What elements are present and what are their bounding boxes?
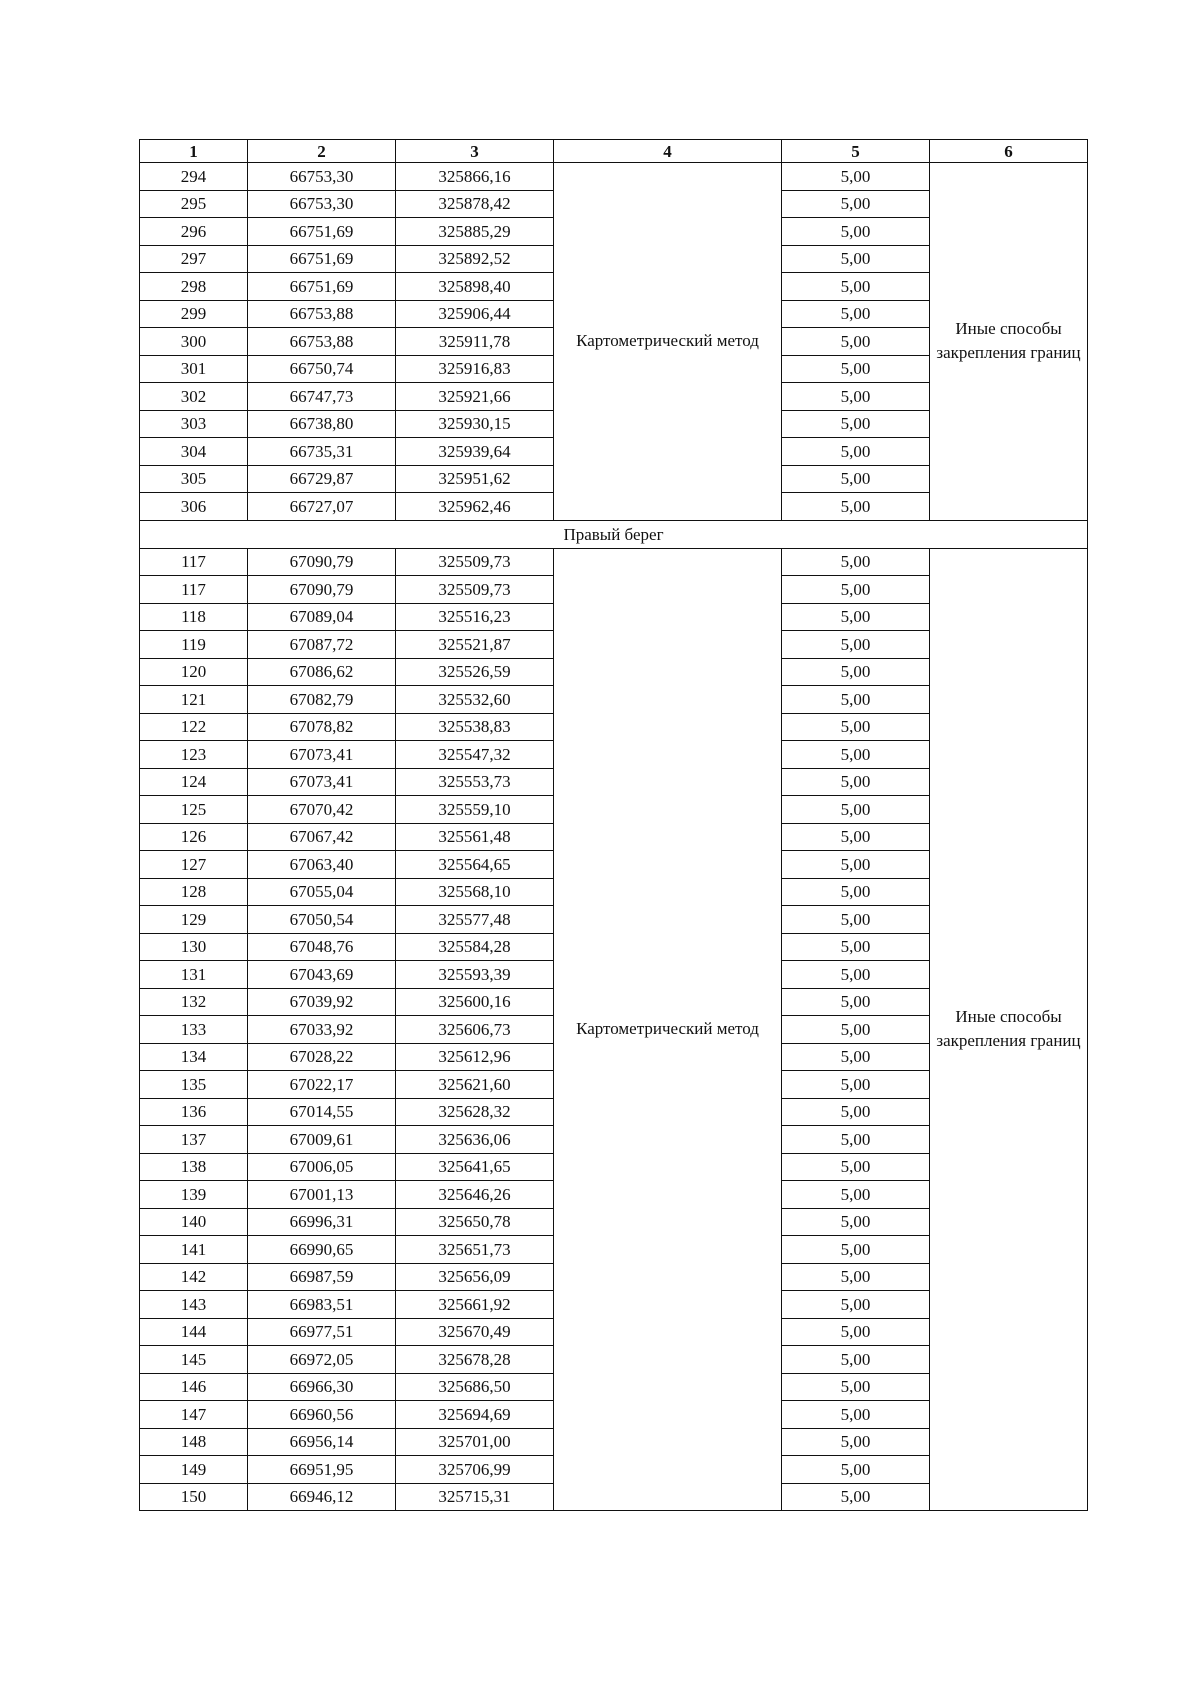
coordinate-x-cell: 66996,31	[248, 1208, 396, 1236]
header-col-5: 5	[782, 140, 930, 163]
coordinate-x-cell: 66960,56	[248, 1401, 396, 1429]
accuracy-cell: 5,00	[782, 1428, 930, 1456]
accuracy-cell: 5,00	[782, 465, 930, 493]
coordinate-y-cell: 325701,00	[396, 1428, 554, 1456]
point-number-cell: 295	[140, 190, 248, 218]
point-number-cell: 135	[140, 1071, 248, 1099]
coordinate-y-cell: 325962,46	[396, 493, 554, 521]
point-number-cell: 133	[140, 1016, 248, 1044]
coordinate-x-cell: 67082,79	[248, 686, 396, 714]
coordinate-y-cell: 325930,15	[396, 410, 554, 438]
accuracy-cell: 5,00	[782, 1126, 930, 1154]
coordinate-x-cell: 67086,62	[248, 658, 396, 686]
accuracy-cell: 5,00	[782, 768, 930, 796]
coordinate-y-cell: 325706,99	[396, 1456, 554, 1484]
coordinate-y-cell: 325636,06	[396, 1126, 554, 1154]
accuracy-cell: 5,00	[782, 1373, 930, 1401]
coordinate-x-cell: 66990,65	[248, 1236, 396, 1264]
point-number-cell: 132	[140, 988, 248, 1016]
point-number-cell: 125	[140, 796, 248, 824]
coordinate-x-cell: 67014,55	[248, 1098, 396, 1126]
coordinate-y-cell: 325509,73	[396, 576, 554, 604]
coordinate-x-cell: 67073,41	[248, 741, 396, 769]
accuracy-cell: 5,00	[782, 796, 930, 824]
header-col-6: 6	[930, 140, 1088, 163]
coordinate-y-cell: 325656,09	[396, 1263, 554, 1291]
point-number-cell: 140	[140, 1208, 248, 1236]
accuracy-cell: 5,00	[782, 1071, 930, 1099]
coordinate-x-cell: 67067,42	[248, 823, 396, 851]
point-number-cell: 131	[140, 961, 248, 989]
coordinate-x-cell: 66977,51	[248, 1318, 396, 1346]
coordinate-y-cell: 325885,29	[396, 218, 554, 246]
coordinate-x-cell: 67089,04	[248, 603, 396, 631]
point-number-cell: 305	[140, 465, 248, 493]
accuracy-cell: 5,00	[782, 1263, 930, 1291]
coordinate-x-cell: 67022,17	[248, 1071, 396, 1099]
accuracy-cell: 5,00	[782, 163, 930, 191]
accuracy-cell: 5,00	[782, 1236, 930, 1264]
fixing-method-cell: Иные способы закрепления границ	[930, 548, 1088, 1511]
point-number-cell: 148	[140, 1428, 248, 1456]
point-number-cell: 299	[140, 300, 248, 328]
point-number-cell: 150	[140, 1483, 248, 1511]
accuracy-cell: 5,00	[782, 906, 930, 934]
coordinate-y-cell: 325651,73	[396, 1236, 554, 1264]
coordinate-x-cell: 67055,04	[248, 878, 396, 906]
accuracy-cell: 5,00	[782, 300, 930, 328]
point-number-cell: 117	[140, 548, 248, 576]
coordinate-x-cell: 67048,76	[248, 933, 396, 961]
fixing-method-cell: Иные способы закрепления границ	[930, 163, 1088, 521]
point-number-cell: 300	[140, 328, 248, 356]
table-header	[140, 140, 1088, 163]
point-number-cell: 117	[140, 576, 248, 604]
coordinate-x-cell: 67043,69	[248, 961, 396, 989]
coordinate-x-cell: 66727,07	[248, 493, 396, 521]
coordinate-y-cell: 325939,64	[396, 438, 554, 466]
coordinate-x-cell: 67050,54	[248, 906, 396, 934]
coordinate-x-cell: 67070,42	[248, 796, 396, 824]
coordinate-y-cell: 325911,78	[396, 328, 554, 356]
coordinate-x-cell: 66972,05	[248, 1346, 396, 1374]
coordinate-y-cell: 325584,28	[396, 933, 554, 961]
coordinate-y-cell: 325892,52	[396, 245, 554, 273]
table-row	[140, 163, 1088, 191]
point-number-cell: 144	[140, 1318, 248, 1346]
accuracy-cell: 5,00	[782, 851, 930, 879]
coordinate-x-cell: 67073,41	[248, 768, 396, 796]
coordinate-y-cell: 325564,65	[396, 851, 554, 879]
coordinate-x-cell: 67039,92	[248, 988, 396, 1016]
coordinate-x-cell: 66753,30	[248, 163, 396, 191]
header-col-2: 2	[248, 140, 396, 163]
accuracy-cell: 5,00	[782, 1016, 930, 1044]
section-title: Правый берег	[140, 520, 1088, 548]
point-number-cell: 142	[140, 1263, 248, 1291]
coordinate-x-cell: 66946,12	[248, 1483, 396, 1511]
coordinate-y-cell: 325646,26	[396, 1181, 554, 1209]
point-number-cell: 147	[140, 1401, 248, 1429]
accuracy-cell: 5,00	[782, 1318, 930, 1346]
point-number-cell: 134	[140, 1043, 248, 1071]
accuracy-cell: 5,00	[782, 328, 930, 356]
point-number-cell: 120	[140, 658, 248, 686]
accuracy-cell: 5,00	[782, 1291, 930, 1319]
accuracy-cell: 5,00	[782, 1346, 930, 1374]
coordinate-y-cell: 325538,83	[396, 713, 554, 741]
accuracy-cell: 5,00	[782, 741, 930, 769]
point-number-cell: 127	[140, 851, 248, 879]
coordinate-y-cell: 325678,28	[396, 1346, 554, 1374]
coordinate-x-cell: 66751,69	[248, 218, 396, 246]
coordinate-y-cell: 325577,48	[396, 906, 554, 934]
coordinate-x-cell: 66751,69	[248, 245, 396, 273]
point-number-cell: 123	[140, 741, 248, 769]
point-number-cell: 298	[140, 273, 248, 301]
coordinate-x-cell: 67087,72	[248, 631, 396, 659]
point-number-cell: 301	[140, 355, 248, 383]
coordinate-y-cell: 325553,73	[396, 768, 554, 796]
coordinate-x-cell: 67001,13	[248, 1181, 396, 1209]
coordinate-x-cell: 66951,95	[248, 1456, 396, 1484]
accuracy-cell: 5,00	[782, 493, 930, 521]
point-number-cell: 119	[140, 631, 248, 659]
point-number-cell: 124	[140, 768, 248, 796]
table-row	[140, 548, 1088, 576]
accuracy-cell: 5,00	[782, 1043, 930, 1071]
accuracy-cell: 5,00	[782, 1098, 930, 1126]
point-number-cell: 137	[140, 1126, 248, 1154]
point-number-cell: 296	[140, 218, 248, 246]
accuracy-cell: 5,00	[782, 1181, 930, 1209]
coordinate-y-cell: 325593,39	[396, 961, 554, 989]
point-number-cell: 143	[140, 1291, 248, 1319]
point-number-cell: 118	[140, 603, 248, 631]
point-number-cell: 294	[140, 163, 248, 191]
coordinate-x-cell: 67090,79	[248, 548, 396, 576]
point-number-cell: 149	[140, 1456, 248, 1484]
coordinate-y-cell: 325521,87	[396, 631, 554, 659]
coordinate-y-cell: 325621,60	[396, 1071, 554, 1099]
coordinate-y-cell: 325916,83	[396, 355, 554, 383]
point-number-cell: 122	[140, 713, 248, 741]
accuracy-cell: 5,00	[782, 273, 930, 301]
coordinate-y-cell: 325670,49	[396, 1318, 554, 1346]
coordinate-y-cell: 325951,62	[396, 465, 554, 493]
coordinate-y-cell: 325641,65	[396, 1153, 554, 1181]
coordinate-x-cell: 66729,87	[248, 465, 396, 493]
point-number-cell: 136	[140, 1098, 248, 1126]
coordinate-y-cell: 325686,50	[396, 1373, 554, 1401]
coordinate-y-cell: 325906,44	[396, 300, 554, 328]
accuracy-cell: 5,00	[782, 438, 930, 466]
point-number-cell: 145	[140, 1346, 248, 1374]
coordinate-y-cell: 325866,16	[396, 163, 554, 191]
accuracy-cell: 5,00	[782, 713, 930, 741]
accuracy-cell: 5,00	[782, 1153, 930, 1181]
coordinate-x-cell: 67063,40	[248, 851, 396, 879]
coordinate-x-cell: 67009,61	[248, 1126, 396, 1154]
accuracy-cell: 5,00	[782, 576, 930, 604]
coordinate-y-cell: 325898,40	[396, 273, 554, 301]
coordinate-y-cell: 325559,10	[396, 796, 554, 824]
coordinate-y-cell: 325509,73	[396, 548, 554, 576]
coordinate-y-cell: 325694,69	[396, 1401, 554, 1429]
coordinate-x-cell: 67090,79	[248, 576, 396, 604]
point-number-cell: 306	[140, 493, 248, 521]
coordinate-x-cell: 66983,51	[248, 1291, 396, 1319]
coordinate-x-cell: 67078,82	[248, 713, 396, 741]
point-number-cell: 303	[140, 410, 248, 438]
accuracy-cell: 5,00	[782, 603, 930, 631]
header-row	[140, 140, 1088, 163]
accuracy-cell: 5,00	[782, 1483, 930, 1511]
point-number-cell: 130	[140, 933, 248, 961]
section-title-row	[140, 520, 1088, 548]
accuracy-cell: 5,00	[782, 190, 930, 218]
accuracy-cell: 5,00	[782, 383, 930, 411]
coordinate-y-cell: 325612,96	[396, 1043, 554, 1071]
coordinate-x-cell: 66750,74	[248, 355, 396, 383]
coordinate-x-cell: 67006,05	[248, 1153, 396, 1181]
accuracy-cell: 5,00	[782, 1208, 930, 1236]
accuracy-cell: 5,00	[782, 1401, 930, 1429]
coordinate-y-cell: 325715,31	[396, 1483, 554, 1511]
coordinates-table-sheet	[139, 139, 1087, 1511]
accuracy-cell: 5,00	[782, 548, 930, 576]
coordinate-y-cell: 325661,92	[396, 1291, 554, 1319]
coordinate-y-cell: 325921,66	[396, 383, 554, 411]
coordinate-y-cell: 325606,73	[396, 1016, 554, 1044]
coordinate-x-cell: 66753,30	[248, 190, 396, 218]
header-col-4: 4	[554, 140, 782, 163]
point-number-cell: 129	[140, 906, 248, 934]
accuracy-cell: 5,00	[782, 878, 930, 906]
accuracy-cell: 5,00	[782, 823, 930, 851]
header-col-1: 1	[140, 140, 248, 163]
coordinate-y-cell: 325547,32	[396, 741, 554, 769]
point-number-cell: 304	[140, 438, 248, 466]
header-col-3: 3	[396, 140, 554, 163]
coordinate-y-cell: 325516,23	[396, 603, 554, 631]
accuracy-cell: 5,00	[782, 355, 930, 383]
coordinate-x-cell: 66956,14	[248, 1428, 396, 1456]
coordinate-y-cell: 325600,16	[396, 988, 554, 1016]
coordinate-x-cell: 66753,88	[248, 300, 396, 328]
accuracy-cell: 5,00	[782, 1456, 930, 1484]
method-cell: Картометрический метод	[554, 548, 782, 1511]
coordinate-y-cell: 325628,32	[396, 1098, 554, 1126]
coordinate-x-cell: 67033,92	[248, 1016, 396, 1044]
point-number-cell: 141	[140, 1236, 248, 1264]
accuracy-cell: 5,00	[782, 988, 930, 1016]
accuracy-cell: 5,00	[782, 245, 930, 273]
coordinate-x-cell: 67028,22	[248, 1043, 396, 1071]
coordinate-x-cell: 66753,88	[248, 328, 396, 356]
accuracy-cell: 5,00	[782, 686, 930, 714]
point-number-cell: 146	[140, 1373, 248, 1401]
point-number-cell: 138	[140, 1153, 248, 1181]
coordinate-y-cell: 325650,78	[396, 1208, 554, 1236]
coordinate-y-cell: 325561,48	[396, 823, 554, 851]
accuracy-cell: 5,00	[782, 961, 930, 989]
point-number-cell: 128	[140, 878, 248, 906]
coordinate-x-cell: 66747,73	[248, 383, 396, 411]
coordinate-y-cell: 325532,60	[396, 686, 554, 714]
point-number-cell: 297	[140, 245, 248, 273]
point-number-cell: 121	[140, 686, 248, 714]
accuracy-cell: 5,00	[782, 658, 930, 686]
table-body	[140, 163, 1088, 1511]
coordinate-x-cell: 66735,31	[248, 438, 396, 466]
point-number-cell: 139	[140, 1181, 248, 1209]
accuracy-cell: 5,00	[782, 631, 930, 659]
coordinate-y-cell: 325568,10	[396, 878, 554, 906]
point-number-cell: 126	[140, 823, 248, 851]
point-number-cell: 302	[140, 383, 248, 411]
accuracy-cell: 5,00	[782, 218, 930, 246]
coordinate-x-cell: 66751,69	[248, 273, 396, 301]
coordinates-table	[139, 139, 1088, 1511]
coordinate-y-cell: 325878,42	[396, 190, 554, 218]
accuracy-cell: 5,00	[782, 410, 930, 438]
coordinate-y-cell: 325526,59	[396, 658, 554, 686]
coordinate-x-cell: 66987,59	[248, 1263, 396, 1291]
method-cell: Картометрический метод	[554, 163, 782, 521]
coordinate-x-cell: 66966,30	[248, 1373, 396, 1401]
coordinate-x-cell: 66738,80	[248, 410, 396, 438]
accuracy-cell: 5,00	[782, 933, 930, 961]
